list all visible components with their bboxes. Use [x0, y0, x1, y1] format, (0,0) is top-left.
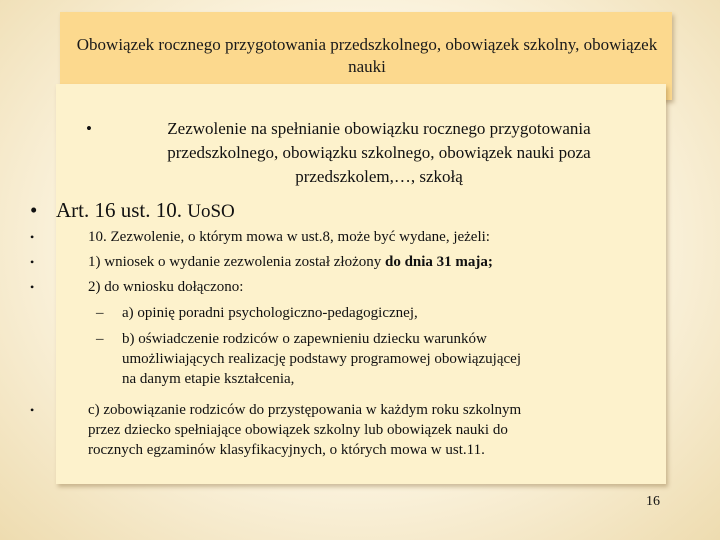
- bullet-icon: •: [30, 280, 35, 294]
- dash-icon: –: [96, 331, 104, 347]
- sub-list-item-text: a) opinię poradni psychologiczno-pedagogicznej,: [122, 305, 418, 321]
- subtitle: [86, 117, 646, 189]
- list-item-line: c) zobowiązanie rodziców do przystępowania w każdym roku szkolnym: [88, 402, 522, 418]
- bullet-icon: •: [86, 119, 92, 138]
- article-heading: [30, 197, 235, 225]
- sub-list-item-line: umożliwiających realizację podstawy programowej obowiązującej: [122, 351, 521, 367]
- bullet-icon: •: [30, 230, 35, 244]
- bullet-icon: •: [30, 198, 38, 222]
- article-act: UoSO: [187, 201, 235, 222]
- sub-list-item-line: na danym etapie kształcenia,: [122, 371, 295, 387]
- list-item-text-part: 1) wniosek o wydanie zezwolenia został złożony: [88, 254, 385, 270]
- list-item-text: 2) do wniosku dołączono:: [88, 279, 244, 295]
- article-label: Art. 16 ust. 10.: [56, 198, 188, 222]
- bullet-icon: •: [30, 403, 35, 417]
- subtitle-text: Zezwolenie na spełnianie obowiązku rocznego przygotowania przedszkolnego, obowiązku szkolnego, obowiązek nauki poza przedszkolem,…, szkołą: [167, 119, 591, 186]
- sub-list-item-line: b) oświadczenie rodziców o zapewnieniu dziecku warunków: [122, 331, 487, 347]
- slide-title: Obowiązek rocznego przygotowania przedszkolnego, obowiązek szkolny, obowiązek nauki: [76, 35, 658, 76]
- list-item-line: rocznych egzaminów klasyfikacyjnych, o których mowa w ust.11.: [88, 442, 485, 458]
- page-number: 16: [646, 494, 660, 509]
- list-item-line: przez dziecko spełniające obowiązek szkolny lub obowiązek nauki do: [88, 422, 508, 438]
- dash-icon: –: [96, 305, 104, 321]
- deadline-text: do dnia 31 maja;: [384, 254, 493, 270]
- list-item-text: [88, 252, 493, 272]
- bullet-icon: •: [30, 255, 35, 269]
- list-item-text: 10. Zezwolenie, o którym mowa w ust.8, może być wydane, jeżeli:: [88, 229, 490, 245]
